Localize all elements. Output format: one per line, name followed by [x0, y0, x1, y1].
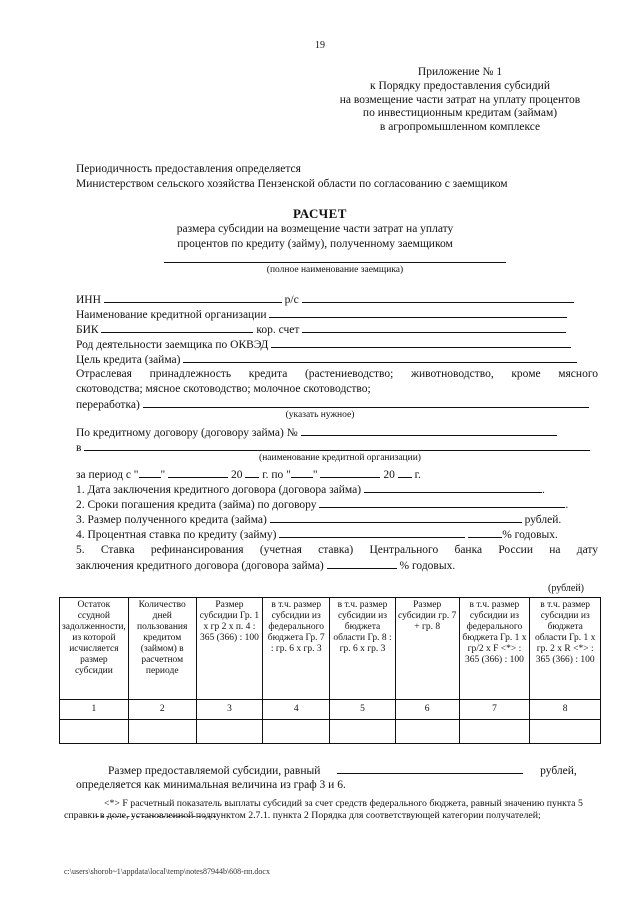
bik-label: БИК: [76, 324, 99, 336]
item-5-end: % годовых.: [399, 560, 456, 572]
item-3-label: 3. Размер полученного кредита (займа): [76, 514, 267, 526]
subtitle-line: размера субсидии на возмещение части затрат на уплату: [176, 223, 454, 235]
periodicity-note: [76, 162, 616, 192]
branch-field[interactable]: [143, 397, 589, 408]
appendix-line: по инвестиционным кредитам (займам): [362, 107, 558, 120]
contract-label: По кредитному договору (договору займа) №: [76, 427, 298, 439]
period-to-day[interactable]: [291, 467, 313, 478]
subtitle-line: процентов по кредиту (займу), полученному заемщиком: [177, 238, 453, 250]
item-4-label: 4. Процентная ставка по кредиту (займу): [76, 529, 277, 541]
summary-unit: рублей,: [540, 765, 577, 777]
period-from-year[interactable]: [245, 467, 259, 478]
in-label: в: [76, 442, 82, 454]
purpose-field[interactable]: [183, 352, 577, 363]
okved-row: [76, 337, 571, 352]
borrower-caption: (полное наименование заемщика): [266, 265, 404, 275]
branch-line-3: переработка): [76, 399, 140, 411]
period-year-prefix: 20: [230, 469, 243, 481]
period-to-year[interactable]: [398, 467, 412, 478]
okved-field[interactable]: [271, 337, 571, 348]
item-5: [76, 558, 455, 573]
table-cell[interactable]: [459, 720, 530, 744]
period-year-suffix: г.: [414, 469, 421, 481]
periodicity-line: Периодичность предоставления определяется: [76, 163, 301, 175]
period-to-month[interactable]: [320, 467, 380, 478]
item-3-end: рублей.: [524, 514, 562, 526]
header-cell: в т.ч. размер субсидии из бюджета области Гр. 1 х гр. 2 х R <*> : 365 (366) : 100: [530, 598, 601, 700]
inn-label: ИНН: [76, 294, 101, 306]
page-number: 19: [315, 40, 325, 51]
rs-field[interactable]: [302, 292, 574, 303]
item-1-field[interactable]: [364, 482, 542, 493]
item-3-field[interactable]: [270, 512, 522, 523]
subsidy-amount-field[interactable]: [337, 763, 523, 774]
period-quote: ": [160, 469, 166, 481]
item-2-field[interactable]: [319, 497, 565, 508]
item-2-end: .: [565, 499, 569, 511]
header-cell: Остаток ссудной задолженности, из которой исчисляется размер субсидии: [60, 598, 129, 700]
table-header-row: [60, 598, 601, 700]
column-number: 8: [530, 700, 601, 720]
item-4: [76, 527, 558, 542]
kor-label: кор. счет: [256, 324, 300, 336]
period-quote: ": [312, 469, 318, 481]
credit-org-label: Наименование кредитной организации: [76, 309, 267, 321]
item-1-end: .: [541, 484, 545, 496]
contract-row: [76, 425, 557, 440]
table-cell[interactable]: [530, 720, 601, 744]
summary-label: Размер предоставляемой субсидии, равный: [108, 765, 321, 777]
appendix-line: Приложение № 1: [417, 66, 503, 78]
table-cell[interactable]: [128, 720, 196, 744]
table-cell[interactable]: [263, 720, 330, 744]
purpose-row: [76, 352, 577, 367]
item-3: [76, 512, 561, 527]
period-from-day[interactable]: [139, 467, 161, 478]
summary-line-2: определяется как минимальная величина из граф 3 и 6.: [76, 779, 346, 791]
unit-label: (рублей): [548, 583, 585, 594]
table-cell[interactable]: [330, 720, 396, 744]
branch-line-1: Отраслевая принадлежность кредита (растениеводство; животноводство, кроме мясного: [76, 368, 598, 380]
column-number: 7: [459, 700, 530, 720]
period-to-label: г. по ": [262, 469, 291, 481]
borrower-name-field[interactable]: [164, 262, 506, 263]
bank-caption: (наименование кредитной организации): [259, 453, 421, 463]
bik-row: [76, 322, 566, 337]
inn-row: [76, 292, 574, 307]
appendix-line: в агропромышленном комплексе: [379, 121, 541, 134]
table-cell[interactable]: [196, 720, 263, 744]
period-from-month[interactable]: [168, 467, 228, 478]
subsidy-table: [59, 597, 601, 744]
table-number-row: [60, 700, 601, 720]
header-cell: в т.ч. размер субсидии из федерального бюджета Гр. 1 х гр/2 х F <*> : 365 (366) : 100: [459, 598, 530, 700]
item-5-field[interactable]: [327, 558, 397, 569]
item-4-field-a[interactable]: [279, 527, 465, 538]
appendix-line: к Порядку предоставления субсидий: [370, 79, 550, 92]
footnote: <*> F расчетный показатель выплаты субсидий за счет средств федерального бюджета, равный значению пункта 5 справки в доле, установленной подпунктом 2.7.1. пункта 2 Порядка для соответствующей категории получателей;: [64, 798, 583, 821]
column-number: 3: [196, 700, 263, 720]
column-number: 1: [60, 700, 129, 720]
document-subtitle: [90, 222, 540, 252]
item-2-label: 2. Сроки погашения кредита (займа) по договору: [76, 499, 317, 511]
period-row: [76, 467, 421, 482]
header-cell: Размер субсидии Гр. 1 х гр 2 х п. 4 : 365 (366) : 100: [196, 598, 263, 700]
item-4-field-b[interactable]: [468, 527, 502, 538]
column-number: 5: [330, 700, 396, 720]
period-from-label: за период с ": [76, 469, 139, 481]
table-data-row: [60, 720, 601, 744]
bik-field[interactable]: [101, 322, 253, 333]
credit-org-row: [76, 307, 567, 322]
rs-label: р/с: [284, 294, 299, 306]
table-cell[interactable]: [395, 720, 459, 744]
inn-field[interactable]: [104, 292, 282, 303]
file-path: c:\users\shorob~1\appdata\local\temp\notes87944b\608-пп.docx: [64, 867, 270, 876]
okved-label: Род деятельности заемщика по ОКВЭД: [76, 339, 269, 351]
column-number: 6: [395, 700, 459, 720]
period-year-prefix: 20: [383, 469, 395, 481]
item-5-label: заключения кредитного договора (договора займа): [76, 560, 324, 572]
item-2: [76, 497, 568, 512]
column-number: 2: [128, 700, 196, 720]
header-cell: в т.ч. размер субсидии из бюджета области Гр. 8 : гр. 6 х гр. 3: [330, 598, 396, 700]
item-4-end: % годовых.: [502, 529, 558, 541]
contract-number-field[interactable]: [301, 425, 557, 436]
credit-org-field[interactable]: [269, 307, 567, 318]
branch-line-2: скотоводства; мясное скотоводство; молочное скотоводство;: [76, 383, 371, 395]
table-cell[interactable]: [60, 720, 129, 744]
item-1-label: 1. Дата заключения кредитного договора (договора займа): [76, 484, 362, 496]
appendix-line: на возмещение части затрат на уплату процентов: [339, 93, 581, 106]
header-cell: в т.ч. размер субсидии из федерального бюджета Гр. 7 : гр. 6 х гр. 3: [263, 598, 330, 700]
summary-row: [108, 763, 577, 778]
specify-caption: (указать нужное): [285, 410, 355, 420]
header-cell: Количество дней пользования кредитом (займом) в расчетном периоде: [128, 598, 196, 700]
kor-field[interactable]: [302, 322, 566, 333]
item-5-line-1: 5. Ставка рефинансирования (учетная ставка) Центрального банка России на дату: [76, 544, 598, 556]
document-title: РАСЧЕТ: [293, 206, 347, 221]
header-cell: Размер субсидии гр. 7 + гр. 8: [395, 598, 459, 700]
appendix-header: [300, 66, 620, 135]
item-1: [76, 482, 545, 497]
periodicity-line: Министерством сельского хозяйства Пензенской области по согласованию с заемщиком: [76, 178, 508, 190]
purpose-label: Цель кредита (займа): [76, 354, 181, 366]
bank-name-field[interactable]: [84, 440, 590, 451]
column-number: 4: [263, 700, 330, 720]
